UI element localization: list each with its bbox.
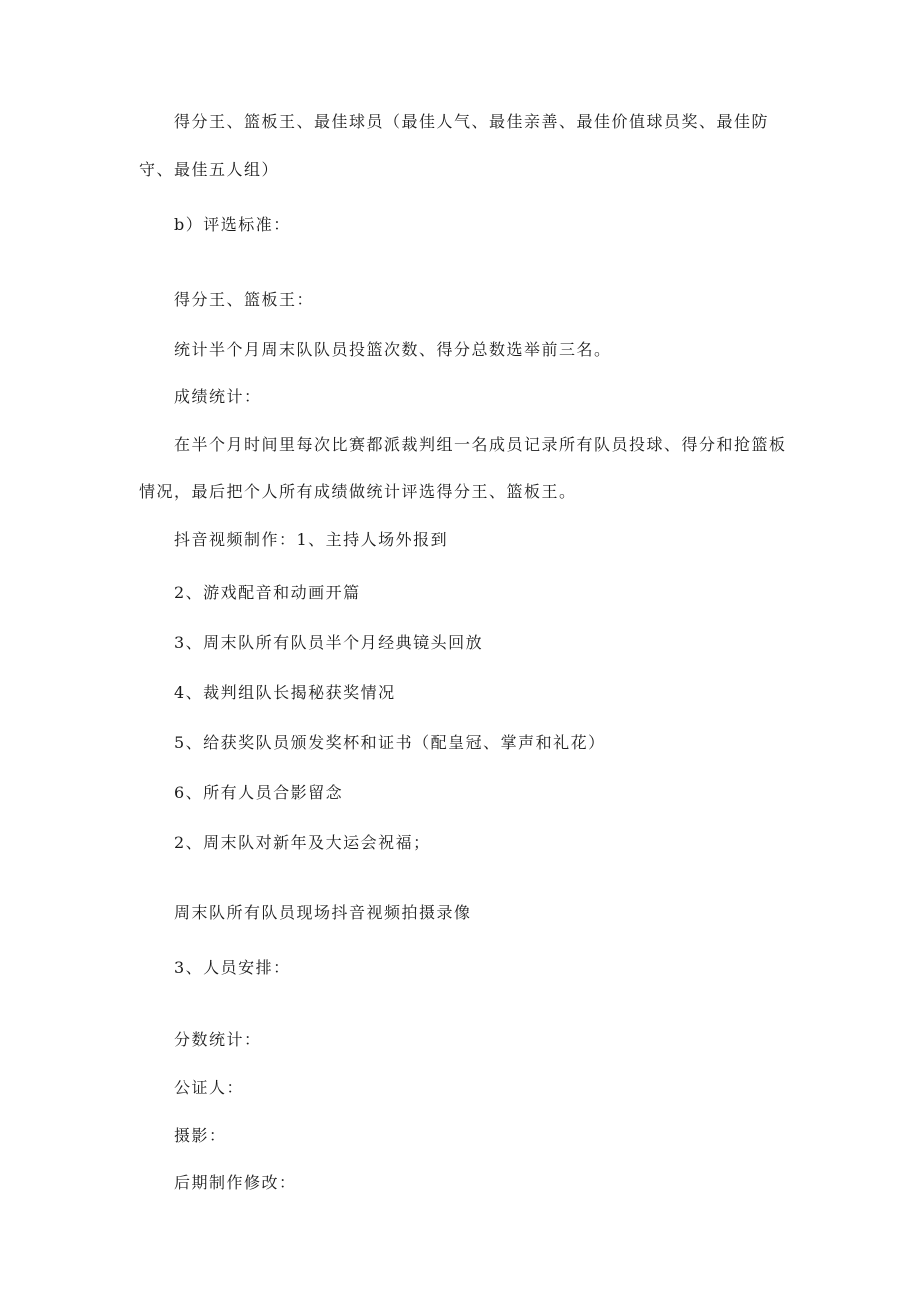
- list-item-video-5: 5、给获奖队员颁发奖杯和证书（配皇冠、掌声和礼花）: [174, 733, 606, 752]
- label-score-stats: 分数统计：: [174, 1030, 262, 1049]
- section-heading-criteria: b）评选标准：: [174, 215, 291, 234]
- list-item-video-1: 抖音视频制作：1、主持人场外报到: [174, 530, 449, 549]
- label-post-production: 后期制作修改：: [174, 1173, 297, 1192]
- subheading-scoring-rebound: 得分王、篮板王：: [174, 290, 315, 309]
- section-heading-staffing: 3、人员安排：: [174, 958, 291, 977]
- paragraph-recording-line2: 情况，最后把个人所有成绩做统计评选得分王、篮板王。: [139, 482, 577, 501]
- label-photography: 摄影：: [174, 1126, 227, 1145]
- list-item-video-3: 3、周末队所有队员半个月经典镜头回放: [174, 633, 484, 652]
- paragraph-awards-line1: 得分王、篮板王、最佳球员（最佳人气、最佳亲善、最佳价值球员奖、最佳防: [174, 112, 770, 131]
- list-item-video-6: 6、所有人员合影留念: [174, 783, 344, 802]
- subheading-score-stats: 成绩统计：: [174, 387, 262, 406]
- list-item-blessing: 2、周末队对新年及大运会祝福；: [174, 833, 431, 852]
- paragraph-recording-video: 周末队所有队员现场抖音视频拍摄录像: [174, 903, 472, 922]
- paragraph-awards-line2: 守、最佳五人组）: [139, 160, 280, 179]
- paragraph-recording-line1: 在半个月时间里每次比赛都派裁判组一名成员记录所有队员投球、得分和抢篮板: [174, 435, 787, 454]
- list-item-video-4: 4、裁判组队长揭秘获奖情况: [174, 683, 396, 702]
- label-notary: 公证人：: [174, 1078, 245, 1097]
- list-item-video-2: 2、游戏配音和动画开篇: [174, 583, 361, 602]
- paragraph-statistics: 统计半个月周末队队员投篮次数、得分总数选举前三名。: [174, 340, 612, 359]
